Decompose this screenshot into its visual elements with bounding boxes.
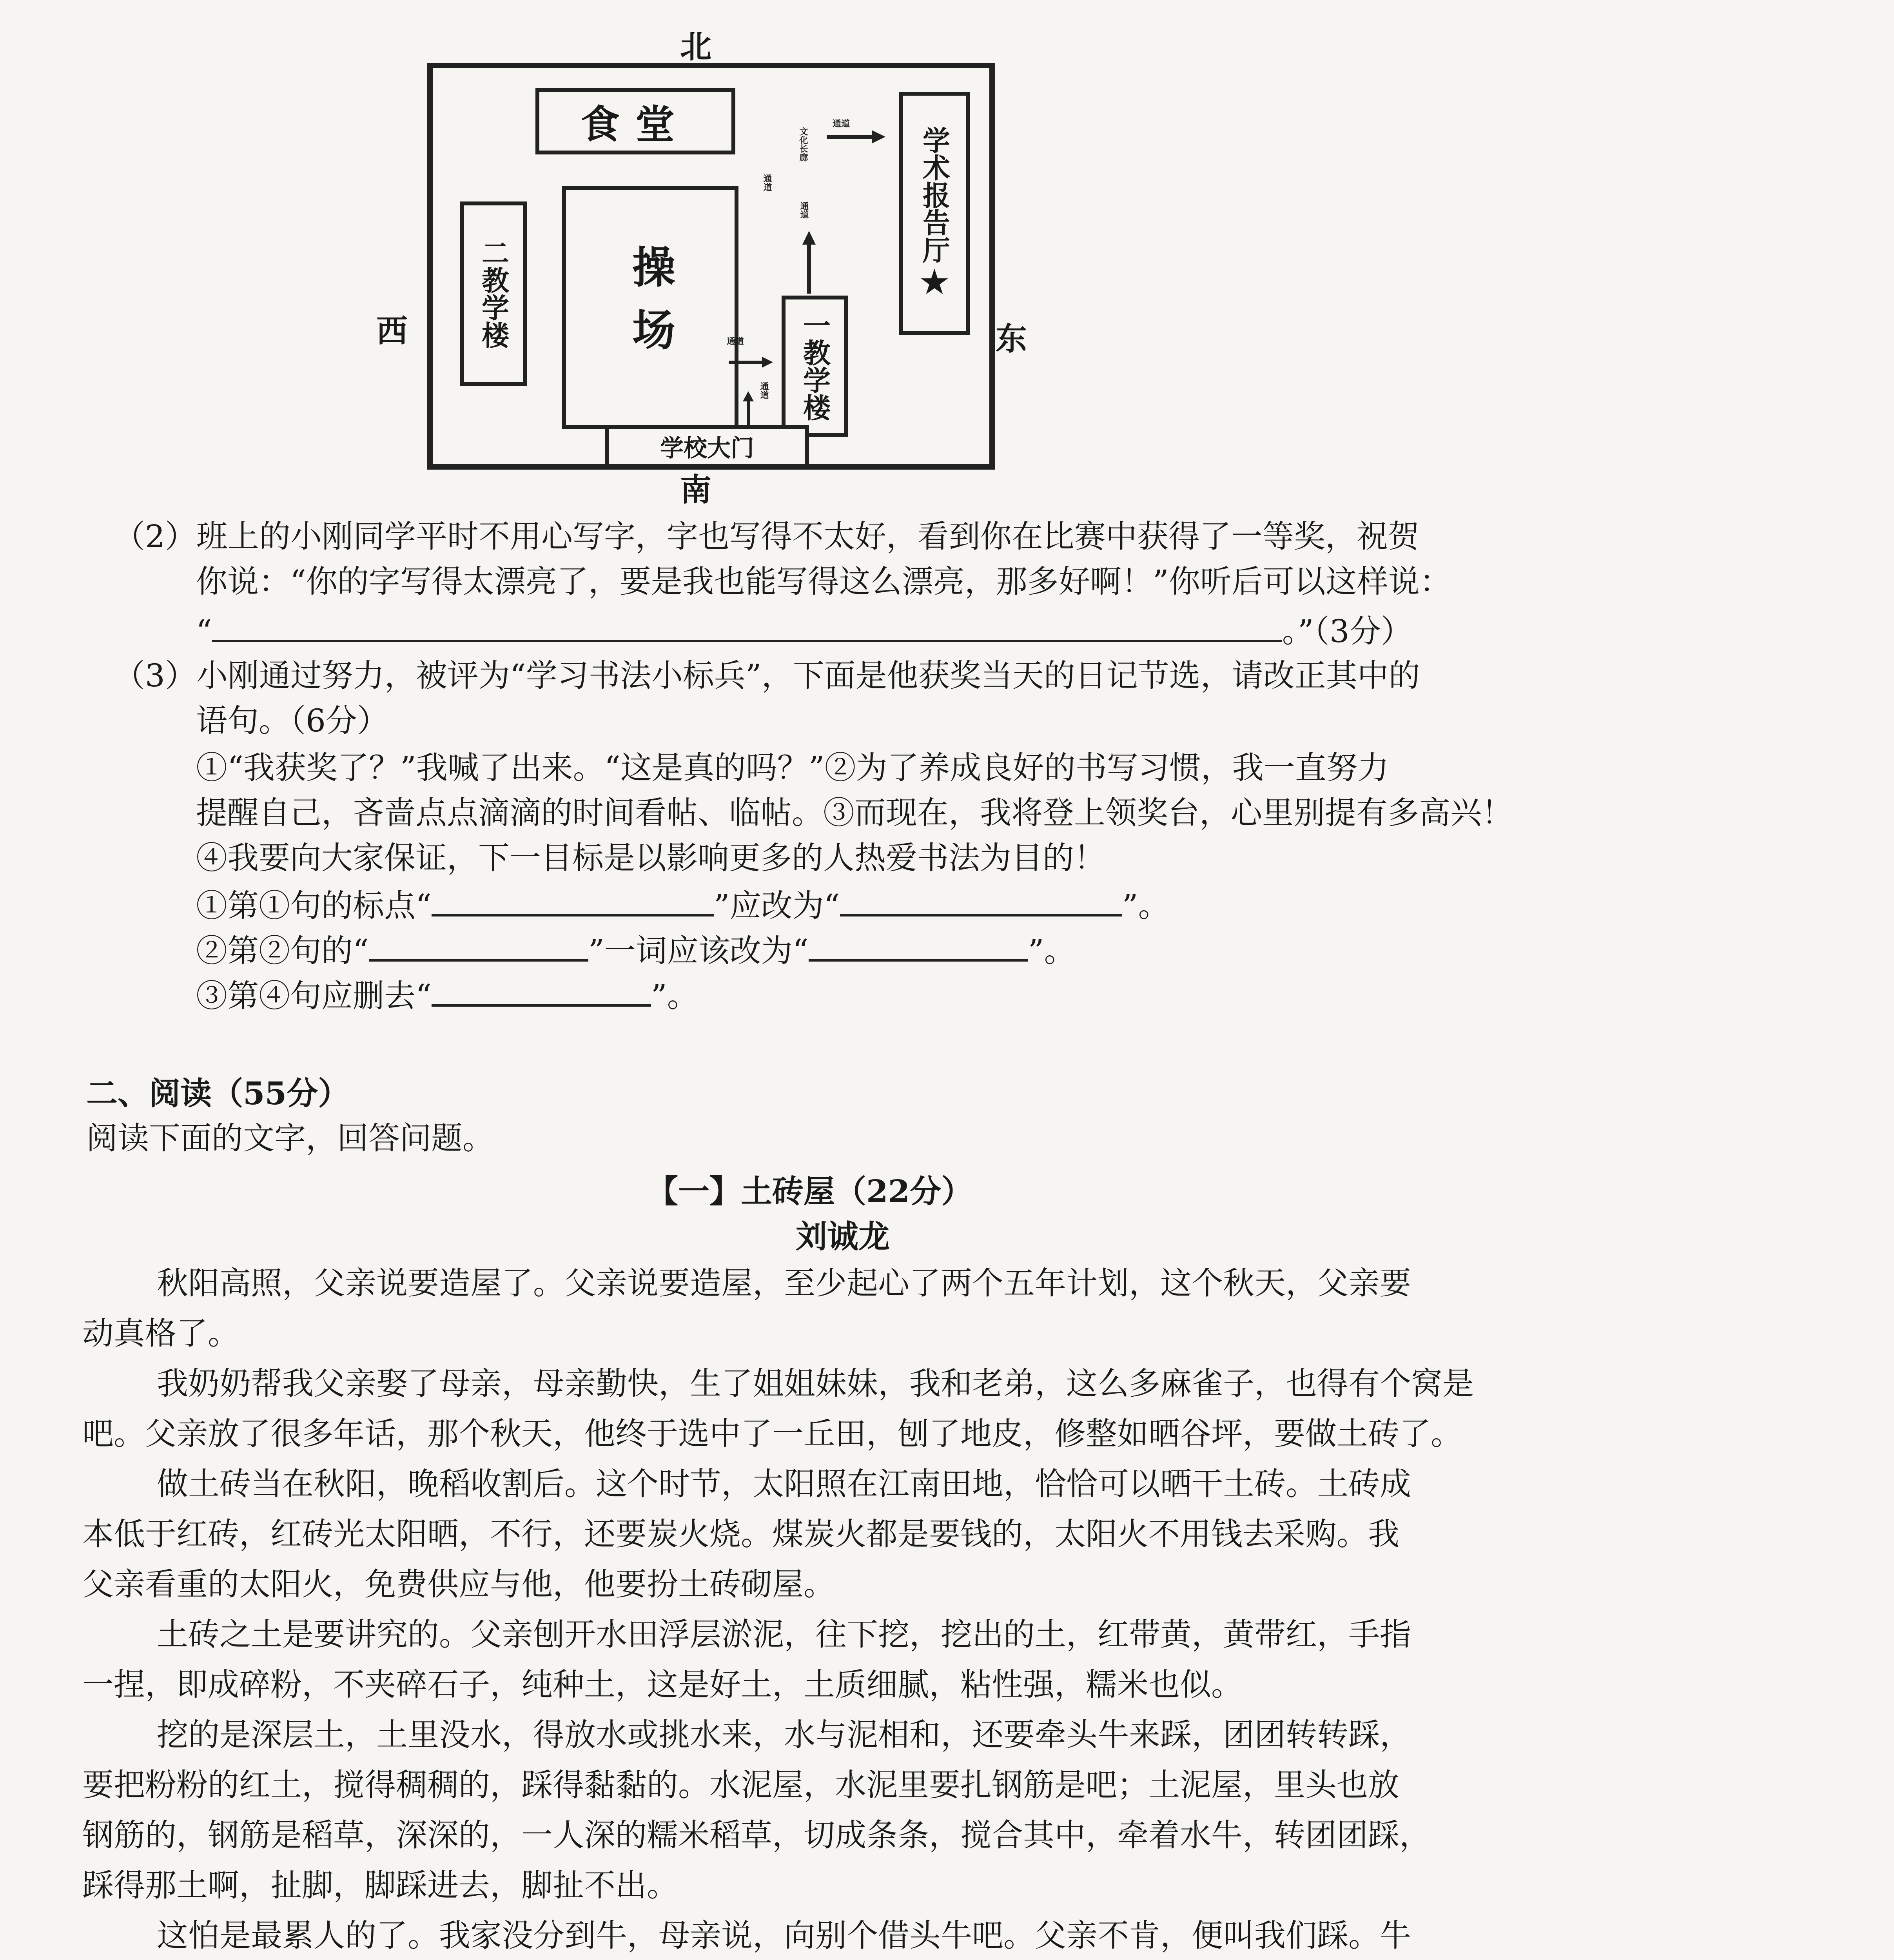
- q3-a2-prefix: ②第②句的“: [196, 933, 369, 969]
- arrow-right-icon: [825, 127, 887, 147]
- q3-diary-line-1: ①“我获奖了？”我喊了出来。“这是真的吗？”②为了养成良好的书写习惯，我一直努力: [196, 750, 1389, 786]
- q2-answer-line: [196, 604, 1412, 657]
- playground-block: [562, 186, 738, 429]
- passage-line: 要把粉粉的红土，搅得稠稠的，踩得黏黏的。水泥屋，水泥里要扎钢筋是吧；土泥屋，里头也放: [82, 1767, 1399, 1803]
- passage-line: 做土砖当在秋阳，晚稻收割后。这个时节，太阳照在江南田地，恰恰可以晒干土砖。土砖成: [157, 1466, 1411, 1502]
- q3-diary-line-2: 提醒自己，吝啬点点滴滴的时间看帖、临帖。③而现在，我将登上领奖台，心里别提有多高兴！: [196, 795, 1513, 831]
- building2-block: [460, 201, 527, 386]
- compass-south: 南: [680, 471, 711, 508]
- lecture-hall-label: 学术报告厅: [918, 126, 951, 263]
- school-gate-block: [605, 425, 809, 464]
- q3-a3-suffix: ”。: [651, 978, 698, 1014]
- passage-line: 吧。父亲放了很多年话，那个秋天，他终于选中了一丘田，刨了地皮，修整如晒谷坪，要做土砖了。: [82, 1416, 1462, 1452]
- q3-a1-middle: ”应改为“: [713, 887, 840, 924]
- canteen-block: [535, 88, 735, 154]
- q2-line-1: （2）班上的小刚同学平时不用心写字，字也写得不太好，看到你在比赛中获得了一等奖，祝贺: [114, 518, 1419, 555]
- q3-a1-blank-2[interactable]: [840, 878, 1122, 916]
- building2-label: 二教学楼: [477, 239, 510, 348]
- passage-line: 钢筋的，钢筋是稻草，深深的，一人深的糯米稻草，切成条条，搅合其中，牵着水牛，转团团踩，: [82, 1817, 1431, 1853]
- building1-label: 一教学楼: [798, 311, 831, 421]
- q3-a1-suffix: ”。: [1122, 887, 1170, 924]
- passage-line: 动真格了。: [82, 1315, 239, 1352]
- passage-author: 刘诚龙: [796, 1218, 890, 1255]
- lecture-hall-block: [899, 92, 970, 335]
- star-icon: ★: [920, 263, 949, 300]
- passage-label-2: 通道: [759, 382, 769, 399]
- q3-a2-blank-2[interactable]: [809, 923, 1028, 962]
- q3-a1-blank-1[interactable]: [432, 878, 714, 916]
- passage-label-3: 通道: [833, 119, 850, 129]
- section2-heading: 二、阅读（55分）: [86, 1075, 350, 1112]
- q3-a3-blank[interactable]: [432, 968, 651, 1007]
- building1-block: [782, 296, 848, 437]
- campus-map: [427, 63, 995, 470]
- section2-instruction: 阅读下面的文字，回答问题。: [86, 1120, 494, 1156]
- q2-answer-blank[interactable]: [212, 604, 1282, 642]
- passage-line: 父亲看重的太阳火，免费供应与他，他要扮土砖砌屋。: [82, 1566, 835, 1602]
- q2-line-2: 你说：“你的字写得太漂亮了，要是我也能写得这么漂亮，那多好啊！”你听后可以这样说：: [196, 563, 1451, 600]
- q3-diary-line-3: ④我要向大家保证，下一目标是以影响更多的人热爱书法为目的！: [196, 840, 1105, 876]
- passage-line: 挖的是深层土，土里没水，得放水或挑水来，水与泥相和，还要牵头牛来踩，团团转转踩，: [157, 1717, 1411, 1753]
- arrow-right-icon-2: [727, 354, 774, 370]
- school-gate-label: 学校大门: [660, 435, 754, 462]
- passage-line: 我奶奶帮我父亲娶了母亲，母亲勤快，生了姐姐妹妹，我和老弟，这么多麻雀子，也得有个窝是: [157, 1365, 1474, 1402]
- q2-open-quote: “: [196, 613, 212, 650]
- q3-line-1: （3）小刚通过努力，被评为“学习书法小标兵”，下面是他获奖当天的日记节选，请改正其中的: [114, 657, 1420, 694]
- compass-west: 西: [376, 312, 408, 349]
- passage-label-1: 通道: [762, 174, 772, 191]
- q3-a2-suffix: ”。: [1028, 933, 1076, 969]
- passage-title: 【一】土砖屋（22分）: [647, 1173, 973, 1210]
- q3-a3-prefix: ③第④句应删去“: [196, 978, 432, 1014]
- arrow-up-icon: [799, 229, 819, 296]
- compass-east: 东: [996, 320, 1027, 357]
- passage-label-5: 通道: [727, 336, 744, 347]
- culture-corridor-label: 文化长廊: [798, 127, 808, 162]
- q3-a2-middle: ”一词应该改为“: [588, 933, 809, 969]
- passage-line: 土砖之土是要讲究的。父亲刨开水田浮层淤泥，往下挖，挖出的土，红带黄，黄带红，手指: [157, 1616, 1411, 1653]
- passage-line: 踩得那土啊，扯脚，脚踩进去，脚扯不出。: [82, 1867, 678, 1904]
- q3-a2-blank-1[interactable]: [369, 923, 588, 962]
- compass-north: 北: [680, 28, 711, 65]
- passage-line: 本低于红砖，红砖光太阳晒，不行，还要炭火烧。煤炭火都是要钱的，太阳火不用钱去采购。我: [82, 1516, 1399, 1552]
- q3-line-2: 语句。（6分）: [196, 702, 388, 739]
- q3-answer-3: [196, 968, 698, 1021]
- playground-label: 操场: [625, 245, 676, 370]
- q2-close-quote: 。”（3分）: [1282, 613, 1412, 650]
- q3-a1-prefix: ①第①句的标点“: [196, 887, 432, 924]
- canteen-label: 食堂: [581, 101, 690, 147]
- passage-label-4: 通道: [799, 201, 809, 219]
- passage-line: 一捏，即成碎粉，不夹碎石子，纯种土，这是好土，土质细腻，粘性强，糯米也似。: [82, 1666, 1243, 1703]
- passage-line: 秋阳高照，父亲说要造屋了。父亲说要造屋，至少起心了两个五年计划，这个秋天，父亲要: [157, 1265, 1411, 1301]
- passage-body: [82, 1258, 1807, 1960]
- passage-line: 这怕是最累人的了。我家没分到牛，母亲说，向别个借头牛吧。父亲不肯，便叫我们踩。牛: [157, 1917, 1411, 1954]
